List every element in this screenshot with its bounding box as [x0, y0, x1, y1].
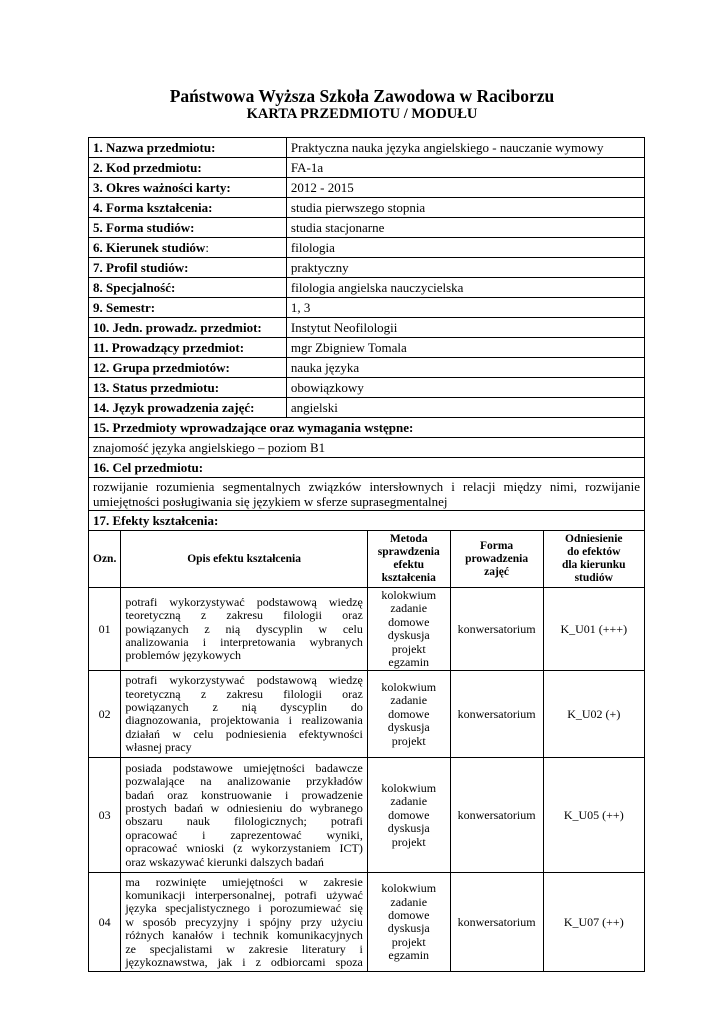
- effect-description-line: problemów językowych: [125, 648, 241, 663]
- effect-reference: K_U05 (++): [543, 758, 644, 873]
- effect-form: konwersatorium: [450, 588, 543, 671]
- effect-description-line: powiązanych z nią dyscyplin w celu: [125, 621, 363, 636]
- effect-method-line: dyskusja: [387, 720, 430, 735]
- field-label: 7. Profil studiów:: [89, 258, 287, 278]
- field-value: 2012 - 2015: [286, 178, 644, 198]
- field-label: 14. Język prowadzenia zajęć:: [89, 398, 287, 418]
- effect-description-line: języka specjalistycznego i porozumiewać się: [125, 901, 363, 916]
- field-label: 9. Semestr:: [89, 298, 287, 318]
- effect-method-line: zadanie domowe: [388, 693, 430, 721]
- effect-description: [121, 588, 368, 671]
- field-row: [89, 218, 645, 238]
- effect-description-line: potrafi wykorzystywać podstawową wiedzę: [125, 673, 363, 688]
- field-row: [89, 398, 645, 418]
- field-label: 13. Status przedmiotu:: [89, 378, 287, 398]
- header-line: efektu: [393, 559, 425, 571]
- field-row: [89, 198, 645, 218]
- field-row: [89, 138, 645, 158]
- section-17: [89, 511, 645, 588]
- header-line: zajęć: [484, 565, 510, 578]
- effect-description-line: oraz wskazywać kierunki dalszych badań: [125, 854, 324, 869]
- field-value: 1, 3: [286, 298, 644, 318]
- field-value: mgr Zbigniew Tomala: [286, 338, 644, 358]
- effect-row: [89, 588, 645, 671]
- section-15: [89, 418, 645, 458]
- field-value: obowiązkowy: [286, 378, 644, 398]
- effect-method: [367, 671, 450, 758]
- effect-form: konwersatorium: [450, 873, 543, 972]
- effect-reference: K_U01 (+++): [543, 588, 644, 671]
- header-line: sprawdzenia: [377, 546, 440, 558]
- header-line: do efektów: [567, 546, 621, 558]
- effect-description-line: badań oraz konstruowanie i prowadzenie: [125, 787, 363, 802]
- effect-description: [121, 671, 368, 758]
- header-line: Forma: [479, 539, 514, 552]
- field-row: [89, 318, 645, 338]
- effect-description-line: pozwalające na analizowanie przykładów: [125, 774, 363, 789]
- field-value: Praktyczna nauka języka angielskiego - nauczanie wymowy: [286, 138, 644, 158]
- section-16: [89, 458, 645, 511]
- effect-method-line: zadanie domowe: [388, 894, 430, 923]
- effect-description-line: opracować wnioski (z wykorzystaniem ICT): [125, 841, 363, 856]
- effect-description-line: językoznawstwa, jak i z odbiorcami spoza: [125, 954, 363, 969]
- effect-row: [89, 873, 645, 972]
- field-value: studia stacjonarne: [286, 218, 644, 238]
- effect-description-line: diagnozowania, projektowania i realizowania: [125, 713, 363, 728]
- effect-method-line: kolokwium: [381, 881, 437, 896]
- effect-description-line: ze specjalistami w zakresie literatury i: [125, 941, 363, 956]
- card-subtitle: KARTA PRZEDMIOTU / MODUŁU: [246, 106, 478, 122]
- effect-row: [89, 671, 645, 758]
- section-17-title: 17. Efekty kształcenia:: [89, 511, 645, 531]
- header-line: Odniesienie: [565, 533, 623, 545]
- header-forma: [450, 531, 543, 588]
- section-16-line: rozwijanie rozumienia segmentalnych związków intersłownych i relacji między nimi, rozwijanie: [93, 479, 640, 494]
- field-label: 2. Kod przedmiotu:: [89, 158, 287, 178]
- effect-description-line: opracować i zaprezentować wyniki,: [125, 827, 363, 842]
- field-row: [89, 298, 645, 318]
- effect-method: [367, 873, 450, 972]
- field-row: [89, 338, 645, 358]
- effect-reference: K_U02 (+): [543, 671, 644, 758]
- effect-description: [121, 758, 368, 873]
- field-row: [89, 358, 645, 378]
- effect-ozn: 04: [89, 873, 121, 972]
- document-header: [0, 86, 724, 123]
- field-label: 4. Forma kształcenia:: [89, 198, 287, 218]
- effect-method-line: zadanie domowe: [388, 794, 430, 822]
- field-label: 5. Forma studiów:: [89, 218, 287, 238]
- field-value: filologia angielska nauczycielska: [286, 278, 644, 298]
- effect-method-line: dyskusja: [387, 921, 430, 936]
- effect-reference: K_U07 (++): [543, 873, 644, 972]
- header-line: studiów: [574, 572, 613, 584]
- effect-description: [121, 873, 368, 972]
- effect-method-line: kolokwium: [381, 588, 437, 602]
- effect-ozn: 02: [89, 671, 121, 758]
- field-value: filologia: [286, 238, 644, 258]
- field-row: [89, 278, 645, 298]
- effect-description-line: działań w celu podniesienia efektywności: [125, 726, 363, 741]
- field-row: [89, 158, 645, 178]
- effect-description-line: własnej pracy: [125, 740, 192, 755]
- field-row: [89, 378, 645, 398]
- header-ozn: Ozn.: [89, 531, 121, 588]
- field-row: [89, 178, 645, 198]
- effect-description-line: ma rozwinięte umiejętności w zakresie: [125, 874, 363, 889]
- header-line: kształcenia: [381, 572, 436, 584]
- effect-description-line: potrafi wykorzystywać podstawową wiedzę: [125, 594, 363, 609]
- effect-description-line: teoretyczną z zakresu filologii oraz: [125, 608, 363, 623]
- field-value: nauka języka: [286, 358, 644, 378]
- field-label: 3. Okres ważności karty:: [89, 178, 287, 198]
- field-row: [89, 238, 645, 258]
- effect-description-line: teoretyczną z zakresu filologii oraz: [125, 686, 363, 701]
- effect-ozn: 03: [89, 758, 121, 873]
- effect-method-line: projekt: [391, 733, 426, 748]
- field-label: 12. Grupa przedmiotów:: [89, 358, 287, 378]
- section-15-title: 15. Przedmioty wprowadzające oraz wymagania wstępne:: [89, 418, 645, 438]
- effect-method-line: dyskusja: [387, 628, 430, 643]
- section-15-text: znajomość języka angielskiego – poziom B1: [89, 438, 645, 458]
- effect-method-line: zadanie domowe: [388, 601, 430, 629]
- effect-ozn: 01: [89, 588, 121, 671]
- effect-method: [367, 758, 450, 873]
- field-label: 1. Nazwa przedmiotu:: [89, 138, 287, 158]
- basic-fields: [89, 138, 645, 418]
- field-label: 11. Prowadzący przedmiot:: [89, 338, 287, 358]
- field-row: [89, 258, 645, 278]
- header-opis: Opis efektu kształcenia: [121, 531, 368, 588]
- effect-description-line: w sposób precyzyjny i spójny przy użyciu: [125, 914, 363, 929]
- effect-description-line: prostych badań w odniesieniu do wybranego: [125, 801, 363, 816]
- effect-description-line: powiązanych z nią dyscyplin do: [125, 700, 363, 715]
- effects-header-row: [89, 531, 645, 588]
- effect-method-line: egzamin: [388, 655, 430, 670]
- effect-row: [89, 758, 645, 873]
- section-16-title: 16. Cel przedmiotu:: [89, 458, 645, 478]
- effect-method: [367, 588, 450, 671]
- effect-form: konwersatorium: [450, 671, 543, 758]
- course-card-table: [88, 137, 645, 972]
- field-label: 8. Specjalność:: [89, 278, 287, 298]
- field-value: FA-1a: [286, 158, 644, 178]
- field-value: praktyczny: [286, 258, 644, 278]
- field-value: studia pierwszego stopnia: [286, 198, 644, 218]
- effect-method-line: projekt: [391, 641, 426, 656]
- effect-method-line: dyskusja: [387, 821, 430, 836]
- field-value: angielski: [286, 398, 644, 418]
- field-value: Instytut Neofilologii: [286, 318, 644, 338]
- effect-description-line: komunikacji interpersonalnej, potrafi używać: [125, 887, 363, 902]
- field-label-text: 6. Kierunek studiów: [93, 240, 206, 255]
- effect-method-line: projekt: [391, 934, 426, 949]
- field-label-colon: :: [205, 240, 209, 255]
- effect-description-line: różnych kanałów i technik komunikacyjnych: [125, 928, 363, 943]
- section-16-line: umiejętności posługiwania się językiem w sferze suprasegmentalnej: [93, 494, 448, 509]
- effect-method-line: projekt: [391, 834, 426, 849]
- institution-title: Państwowa Wyższa Szkoła Zawodowa w Raciborzu: [169, 86, 555, 106]
- effect-method-line: egzamin: [388, 948, 430, 963]
- effect-method-line: kolokwium: [381, 679, 437, 694]
- effect-description-line: obszaru nauk filologicznych; potrafi: [125, 814, 363, 829]
- section-16-text: [89, 478, 645, 511]
- header-line: prowadzenia: [465, 552, 529, 565]
- effect-form: konwersatorium: [450, 758, 543, 873]
- header-odn: [543, 531, 644, 588]
- effect-description-line: analizowania i interpretowania wybranych: [125, 634, 363, 649]
- header-line: Metoda: [389, 533, 428, 545]
- effect-description-line: posiada podstawowe umiejętności badawcze: [125, 760, 363, 775]
- effect-method-line: kolokwium: [381, 780, 437, 795]
- header-line: dla kierunku: [561, 559, 626, 571]
- header-metoda: [367, 531, 450, 588]
- field-label: [89, 238, 287, 258]
- field-label: 10. Jedn. prowadz. przedmiot:: [89, 318, 287, 338]
- effects-rows: [89, 588, 645, 972]
